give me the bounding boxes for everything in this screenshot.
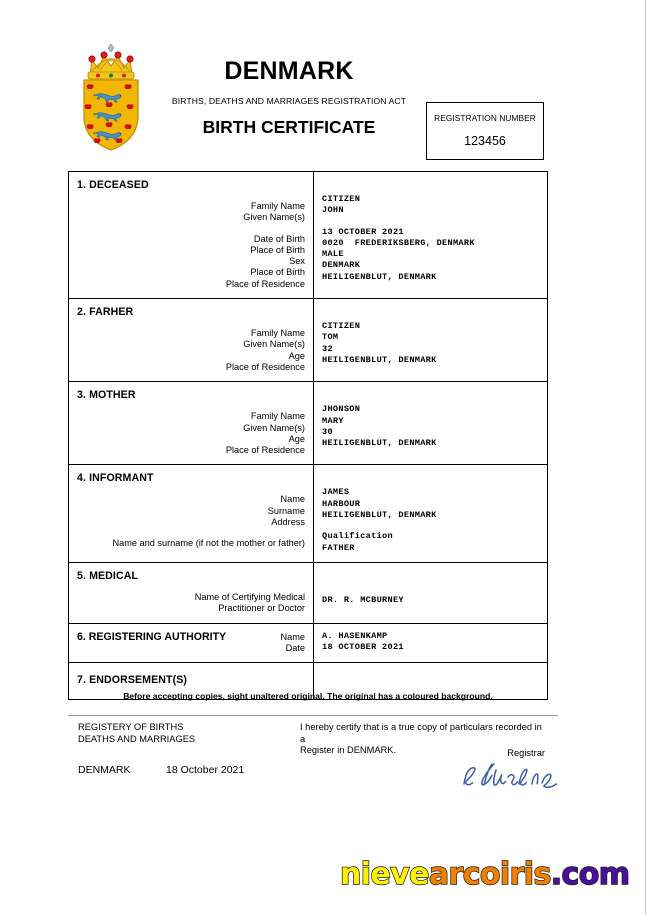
value-family-name: CITIZEN xyxy=(322,194,361,204)
section-registering-authority xyxy=(69,624,547,664)
registry-line-2: DEATHS AND MARRIAGES xyxy=(78,733,196,744)
section-deceased xyxy=(69,172,547,299)
value-mother-age: 30 xyxy=(322,426,333,437)
certificate-table xyxy=(68,171,548,700)
registration-number-label: REGISTRATION NUMBER xyxy=(434,113,536,123)
document-footer xyxy=(68,715,558,776)
value-mother-given-names: MARY xyxy=(322,415,344,426)
section-authority-labels xyxy=(69,624,314,663)
label-father-family-name: Family Name xyxy=(250,328,305,339)
label-informant-name-and-surname: Name and surname (if not the mother or father) xyxy=(112,538,305,549)
label-authority-date: Date xyxy=(285,642,305,653)
value-mother-family-name: JHONSON xyxy=(322,404,361,415)
section-deceased-title: 1. DECEASED xyxy=(77,179,149,191)
value-sex: MALE xyxy=(322,249,344,260)
section-medical-values xyxy=(314,563,547,623)
site-watermark xyxy=(340,857,629,892)
label-family-name: Family Name xyxy=(250,201,305,211)
value-authority-date: 18 OCTOBER 2021 xyxy=(322,641,404,652)
section-informant-title: 4. INFORMANT xyxy=(77,472,154,485)
section-medical xyxy=(69,563,547,624)
section-medical-labels xyxy=(69,563,314,623)
label-medical-practitioner-line2: Practitioner or Doctor xyxy=(218,603,305,614)
section-father-labels xyxy=(69,299,314,381)
value-father-given-names: TOM xyxy=(322,332,339,343)
section-medical-title: 5. MEDICAL xyxy=(77,569,139,582)
label-informant-name: Name xyxy=(280,494,305,505)
value-father-place-of-residence: HEILIGENBLUT, DENMARK xyxy=(322,354,437,365)
section-authority-title: 6. REGISTERING AUTHORITY xyxy=(77,630,227,643)
label-mother-age: Age xyxy=(288,433,305,444)
certify-line-2: Register in DENMARK. xyxy=(300,745,397,756)
value-place-of-residence: HEILIGENBLUT, DENMARK xyxy=(322,271,437,282)
section-informant-values xyxy=(314,465,547,561)
document-header xyxy=(68,44,548,164)
label-informant-address: Address xyxy=(271,517,305,528)
label-place-of-birth-2: Place of Birth xyxy=(250,267,305,278)
watermark-part-nieve: nieve xyxy=(340,857,429,892)
label-place-of-residence: Place of Residence xyxy=(225,278,305,289)
value-father-age: 32 xyxy=(322,343,333,354)
registrar-signature xyxy=(458,758,578,792)
certificate-type-title: BIRTH CERTIFICATE xyxy=(202,117,376,138)
value-medical-practitioner: DR. R. MCBURNEY xyxy=(322,594,404,605)
registration-number-box xyxy=(426,102,544,160)
label-mother-place-of-residence: Place of Residence xyxy=(225,445,305,456)
section-father-values xyxy=(314,299,547,381)
section-authority-values xyxy=(314,624,547,663)
label-date-of-birth: Date of Birth xyxy=(253,233,305,244)
section-father xyxy=(69,299,547,382)
label-sex: Sex xyxy=(289,256,305,267)
section-father-title: 2. FARHER xyxy=(77,306,134,319)
section-deceased-labels xyxy=(69,172,314,298)
registrar-label: Registrar xyxy=(507,748,545,758)
label-place-of-birth: Place of Birth xyxy=(250,244,305,255)
value-date-of-birth: 13 OCTOBER 2021 xyxy=(322,226,404,237)
value-informant-name: JAMES xyxy=(322,487,350,498)
label-informant-surname: Surname xyxy=(267,505,305,516)
label-father-age: Age xyxy=(288,350,305,361)
value-mother-place-of-residence: HEILIGENBLUT, DENMARK xyxy=(322,438,437,449)
label-medical-practitioner-line1: Name of Certifying Medical xyxy=(194,591,305,602)
watermark-part-arcoiris: arcoiris xyxy=(428,857,551,892)
header-titles xyxy=(164,58,414,138)
section-mother-values xyxy=(314,382,547,464)
country-title: DENMARK xyxy=(224,57,354,85)
label-authority-name: Name xyxy=(280,631,305,642)
value-informant-surname: HARBOUR xyxy=(322,498,361,509)
footer-country: DENMARK xyxy=(78,764,131,776)
section-mother-labels xyxy=(69,382,314,464)
label-mother-family-name: Family Name xyxy=(250,411,305,422)
section-informant-labels xyxy=(69,465,314,561)
value-father-family-name: CITIZEN xyxy=(322,321,361,332)
section-mother-title: 3. MOTHER xyxy=(77,389,136,402)
value-place-of-birth: 0020 FREDERIKSBERG, DENMARK xyxy=(322,237,475,248)
value-informant-qualification: FATHER xyxy=(322,542,355,553)
footer-date: 18 October 2021 xyxy=(166,764,245,776)
section-deceased-values xyxy=(314,172,547,298)
label-father-given-names: Given Name(s) xyxy=(243,339,305,350)
value-given-names: JOHN xyxy=(322,205,344,216)
section-informant xyxy=(69,465,547,562)
label-father-place-of-residence: Place of Residence xyxy=(225,361,305,372)
registry-block xyxy=(78,722,195,745)
registration-number-value: 123456 xyxy=(464,134,506,148)
registry-line-1: REGISTERY OF BIRTHS xyxy=(78,722,184,732)
label-mother-given-names: Given Name(s) xyxy=(243,422,305,433)
value-place-of-birth-2: DENMARK xyxy=(322,260,361,271)
act-subtitle: BIRTHS, DEATHS AND MARRIAGES REGISTRATION ACT xyxy=(171,96,407,107)
copy-notice: Before accepting copies, sight unaltered original, The original has a coloured background. xyxy=(123,691,493,701)
value-authority-name: A. HASENKAMP xyxy=(322,630,388,641)
value-informant-address: HEILIGENBLUT, DENMARK xyxy=(322,510,437,521)
danish-coat-of-arms-icon xyxy=(72,44,150,154)
watermark-part-com: .com xyxy=(550,857,630,892)
section-endorsements-title: 7. ENDORSEMENT(S) xyxy=(77,674,188,687)
section-mother xyxy=(69,382,547,465)
certify-line-1: I hereby certify that is a true copy of particulars recorded in a xyxy=(300,722,542,744)
label-given-names: Given Name(s) xyxy=(243,212,305,223)
value-informant-qualification-label: Qualification xyxy=(322,531,393,542)
